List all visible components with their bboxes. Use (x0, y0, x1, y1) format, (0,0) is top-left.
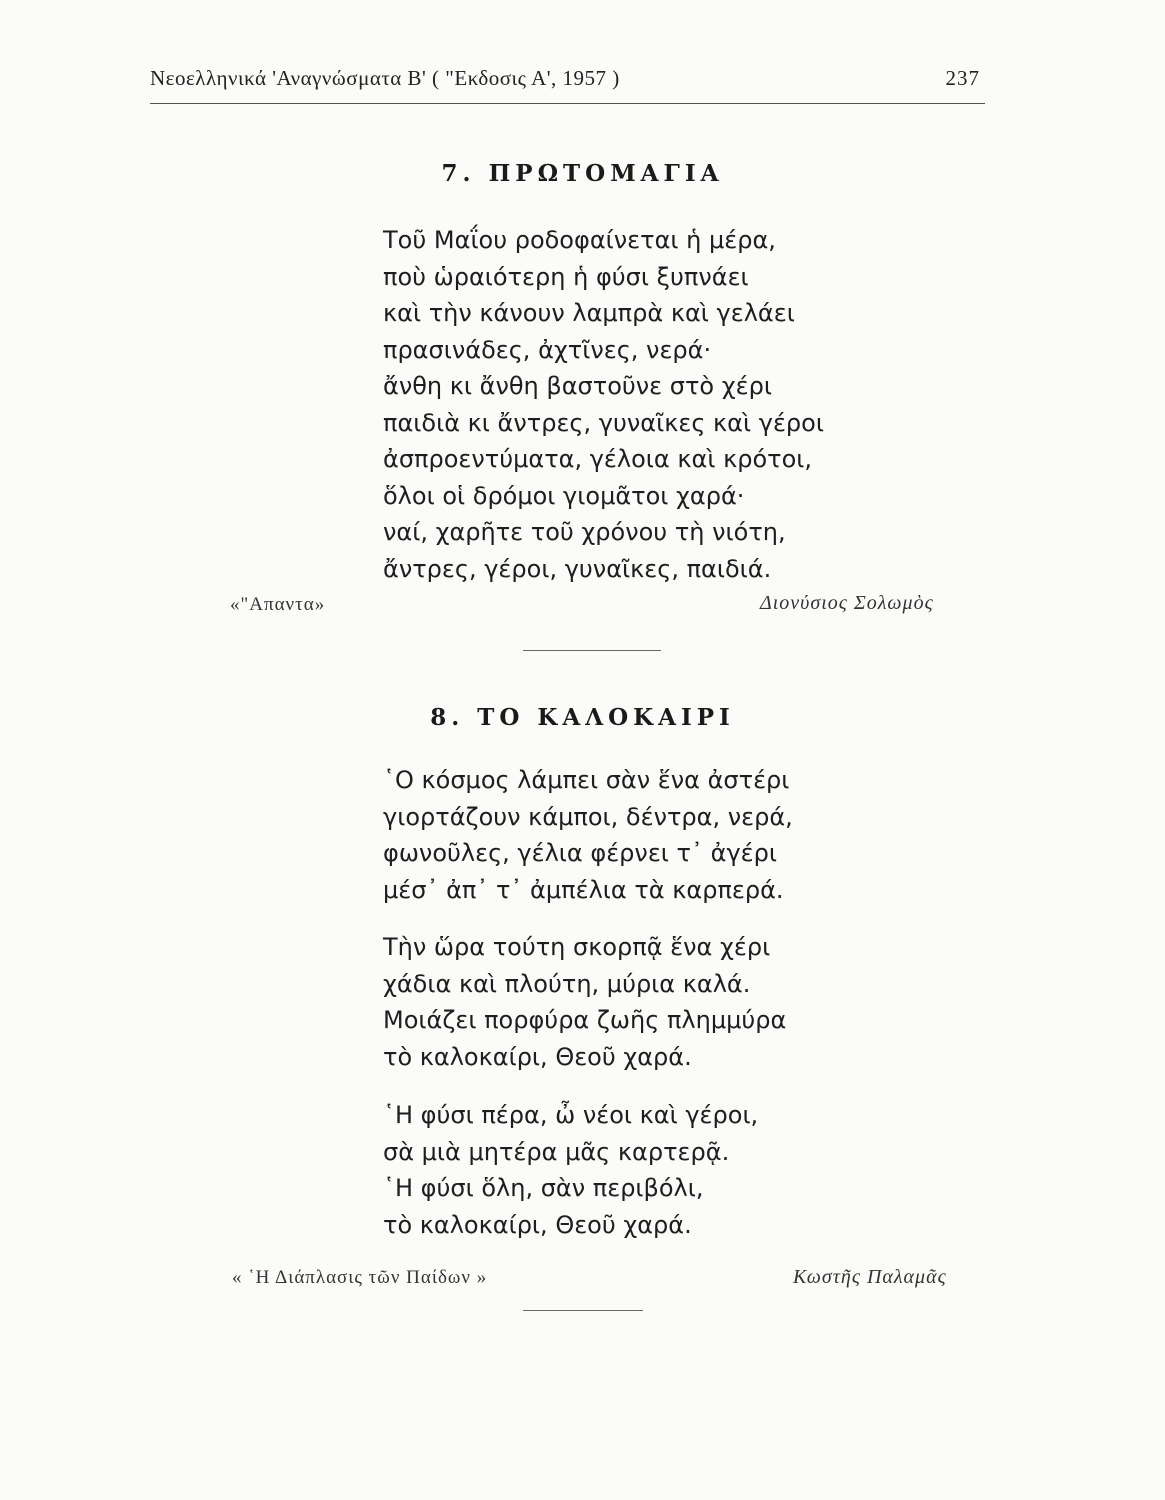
poem-author: Κωστῆς Παλαμᾶς (793, 1266, 947, 1288)
verse-line: ὅλοι οἱ δρόμοι γιομᾶτοι χαρά· (383, 481, 745, 510)
poem-stanza (383, 929, 786, 1075)
verse-line: ῾Ο κόσμος λάμπει σὰν ἕνα ἀστέρι (383, 766, 790, 794)
verse-line: ἀσπροεντύματα, γέλοια καὶ κρότοι, (383, 445, 813, 473)
verse-line: χάδια καὶ πλούτη, μύρια καλά. (383, 969, 751, 998)
page-number: 237 (945, 66, 980, 90)
poem-stanza (383, 762, 793, 908)
verse-line: τὸ καλοκαίρι, Θεοῦ χαρά. (383, 1042, 692, 1071)
poem-stanza (383, 222, 824, 587)
verse-line: Τοῦ Μαΐου ροδοφαίνεται ἡ μέρα, (383, 226, 776, 254)
section-divider (523, 650, 661, 651)
verse-line: καὶ τὴν κάνουν λαμπρὰ καὶ γελάει (383, 299, 795, 327)
poem-source: «"Απαντα» (230, 594, 326, 615)
verse-line: μέσ᾽ ἀπ᾽ τ᾽ ἀμπέλια τὰ καρπερά. (383, 875, 784, 904)
verse-line: ναί, χαρῆτε τοῦ χρόνου τὴ νιότη, (383, 518, 786, 546)
verse-line: ἄνθη κι ἄνθη βαστοῦνε στὸ χέρι (383, 372, 772, 400)
verse-line: παιδιὰ κι ἄντρες, γυναῖκες καὶ γέροι (383, 408, 824, 437)
verse-line: γιορτάζουν κάμποι, δέντρα, νερά, (383, 802, 793, 831)
verse-line: Μοιάζει πορφύρα ζωῆς πλημμύρα (383, 1006, 787, 1034)
verse-line: ἄντρες, γέροι, γυναῖκες, παιδιά. (383, 554, 772, 583)
header-rule (150, 103, 985, 104)
verse-line: ποὺ ὡραιότερη ἡ φύσι ξυπνάει (383, 262, 749, 291)
verse-line: σὰ μιὰ μητέρα μᾶς καρτερᾷ. (383, 1137, 730, 1166)
verse-line: ῾Η φύσι πέρα, ὦ νέοι καὶ γέροι, (383, 1101, 759, 1129)
verse-line: ῾Η φύσι ὅλη, σὰν περιβόλι, (383, 1174, 704, 1202)
section-divider (523, 1310, 643, 1311)
poem-source: « ῾Η Διάπλασις τῶν Παίδων » (232, 1267, 488, 1288)
poem-title-protomagia: 7. ΠΡΩΤΟΜΑΓΙΑ (441, 160, 724, 187)
poem-title-kalokairi: 8. ΤΟ ΚΑΛΟΚΑΙΡΙ (430, 704, 735, 731)
verse-line: πρασινάδες, ἀχτῖνες, νερά· (383, 335, 712, 364)
verse-line: τὸ καλοκαίρι, Θεοῦ χαρά. (383, 1210, 692, 1239)
verse-line: Τὴν ὥρα τούτη σκορπᾷ ἕνα χέρι (383, 933, 771, 961)
verse-line: φωνοῦλες, γέλια φέρνει τ᾽ ἀγέρι (383, 839, 777, 867)
poem-author: Διονύσιος Σολωμὸς (760, 592, 934, 614)
page-header (150, 66, 980, 106)
running-title: Νεοελληνικά 'Αναγνώσματα Β' ( "Εκδοσις Α', 1957 ) (150, 66, 620, 90)
poem-stanza (383, 1097, 758, 1243)
